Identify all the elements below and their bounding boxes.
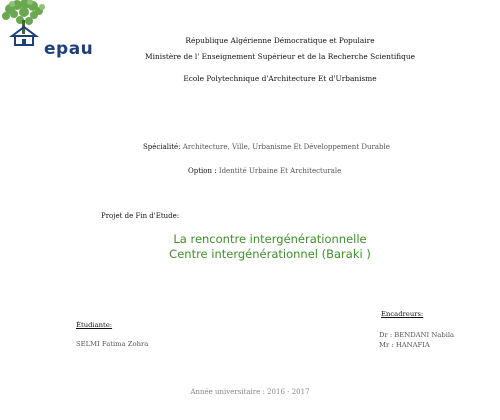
specialite-value: Architecture, Ville, Urbanisme Et Développement Durable xyxy=(182,143,390,151)
header-republic: République Algérienne Démocratique et Populaire xyxy=(185,36,375,45)
encadreur-name-2: Mr : HANAFIA xyxy=(379,341,430,349)
encadreur-name-1: Dr : BENDANI Nabila xyxy=(379,331,455,339)
projet-label: Projet de Fin d'Etude: xyxy=(101,212,180,220)
specialite-label: Spécialité: xyxy=(143,143,181,151)
option-line xyxy=(188,167,341,175)
header-school: Ecole Polytechnique d'Architecture Et d'Urbanisme xyxy=(183,74,377,83)
annee-universitaire: Année universitaire : 2016 - 2017 xyxy=(190,388,310,396)
etudiante-label: Étudiante: xyxy=(76,321,113,329)
epau-logo xyxy=(0,0,95,62)
title-line-2: Centre intergénérationnel (Baraki ) xyxy=(169,247,371,261)
option-value: Identité Urbaine Et Architecturale xyxy=(218,167,342,175)
title-line-1: La rencontre intergénérationnelle xyxy=(173,232,367,246)
header-ministry: Ministère de l' Enseignement Supérieur et de la Recherche Scientifique xyxy=(145,52,415,61)
etudiante-name: SELMI Fatima Zohra xyxy=(76,340,149,348)
specialite-line xyxy=(143,143,390,151)
encadreurs-label: Encadreurs: xyxy=(381,310,424,318)
option-label: Option : xyxy=(188,167,217,175)
logo-text: epau xyxy=(44,39,94,59)
